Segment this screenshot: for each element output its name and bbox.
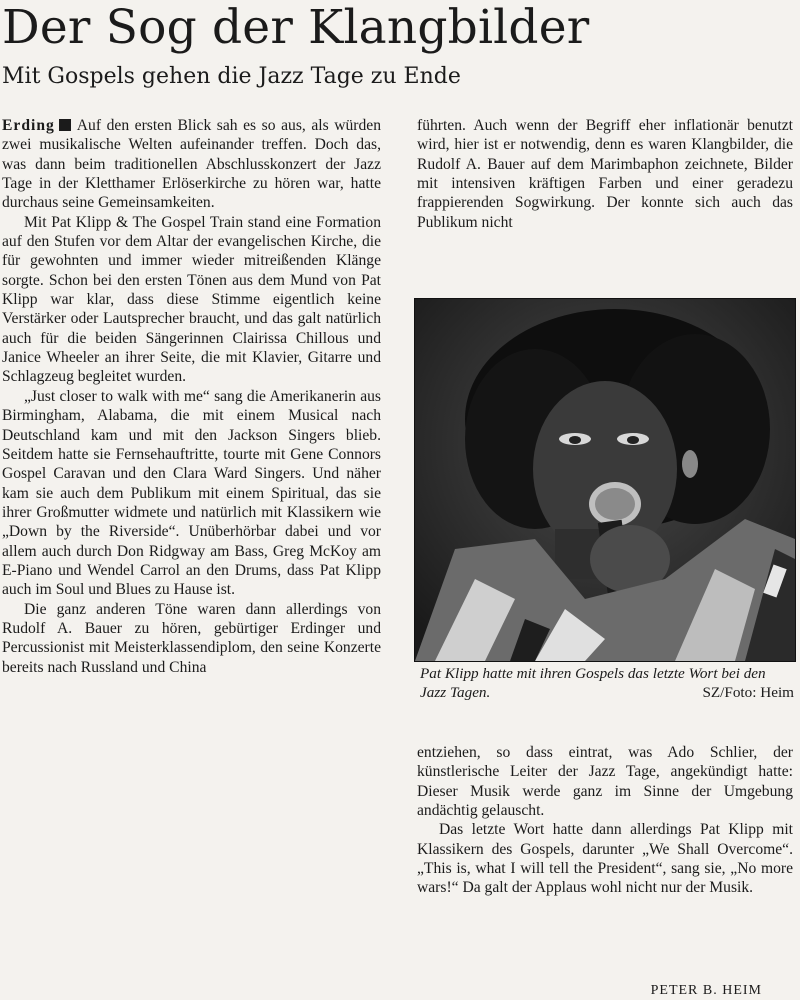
article-paragraph: „Just closer to walk with me“ sang die Amerikanerin aus Birmingham, Alabama, die mit einem Musical nach Deutschland kam und mit den Jackson Singers blieb. Seitdem hatte sie Fernsehauftritte, tourte mit Gene Connors Gospel Caravan und den Clara Ward Singers. Und näher kam sie auch dem Publikum mit einem Spiritual, das sie ihrer Großmutter widmete und natürlich mit Klassikern wie „Down by the Riverside“. Unüberhörbar dabei und vor allem auch durch Don Ridgway am Bass, Greg McKoy am E-Piano und Wendel Carrol an den Drums, dass Pat Klipp auch im Soul und Blues zu Hause ist. [2,387,381,599]
caption-text: Pat Klipp hatte mit ihren Gospels das letzte Wort bei den Jazz Tagen. [420,665,766,701]
article-right-column-bottom [417,743,793,1000]
article-left-column [2,116,381,1000]
article-subheadline: Mit Gospels gehen die Jazz Tage zu Ende [2,64,461,89]
paragraph-text: Auf den ersten Blick sah es so aus, als würden zwei musikalische Welten aufeinander treffen. Doch das, was dann beim traditionellen Abschlusskonzert der Jazz Tage in der Kletthamer Erlöserkirche zu hören war, hatte durchaus seine Gemeinsamkeiten. [2,117,381,212]
singer-photo-image [415,299,795,661]
dateline: Erding [2,117,55,134]
article-right-column-top [417,116,793,296]
photo-caption [420,664,794,702]
singer-photo [414,298,796,662]
article-paragraph: führten. Auch wenn der Begriff eher inflationär benutzt wird, hier ist er notwendig, denn es waren Klangbilder, die Rudolf A. Bauer auf dem Marimbaphon zeichnete, Bilder mit intensiven kräftigen Farben und einer geradezu frappierenden Sogwirkung. Der konnte sich auch das Publikum nicht [417,117,793,231]
article-paragraph: Die ganz anderen Töne waren dann allerdings von Rudolf A. Bauer zu hören, gebürtiger Erdinger und Percussionist mit Meisterklassendiplom, den seine Konzerte bereits nach Russland und China [2,600,381,676]
article-paragraph: Mit Pat Klipp & The Gospel Train stand eine Formation auf den Stufen vor dem Altar der evangelischen Kirche, die für gewohnten und immer wieder mitreißenden Klänge sorgte. Schon bei den ersten Tönen aus dem Mund von Pat Klipp war klar, dass diese Stimme eigentlich keine Verstärker oder Lautsprecher braucht, und das galt natürlich auch für die beiden Sängerinnen Clairissa Chillous und Janice Wheeler an ihrer Seite, die mit Klavier, Gitarre und Schlagzeug begleitet wurden. [2,213,381,386]
article-paragraph: entziehen, so dass eintrat, was Ado Schlier, der künstlerische Leiter der Jazz Tage, angekündigt hatte: Dieser Musik werde ganz im Sinne der Umgebung andächtig gelauscht. [417,744,793,820]
article-paragraph: Das letzte Wort hatte dann allerdings Pat Klipp mit Klassikern des Gospels, darunter „We Shall Overcome“. „This is, what I will tell the President“, sang sie, „No more wars!“ Da galt der Applaus wohl nicht nur der Musik. [417,821,793,897]
photo-credit: SZ/Foto: Heim [702,684,794,701]
square-bullet-icon [59,119,71,131]
article-headline: Der Sog der Klangbilder [2,0,590,55]
article-author: PETER B. HEIM [650,983,762,998]
article-paragraph [2,116,381,213]
